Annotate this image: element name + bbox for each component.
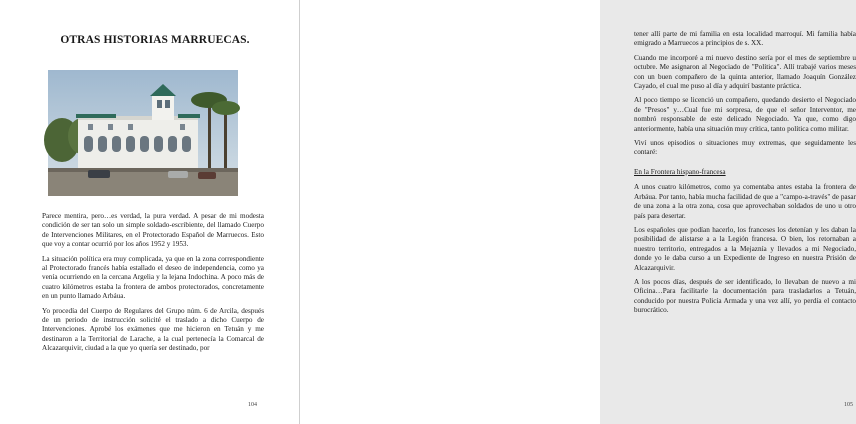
paragraph: La situación política era muy complicada, ya que en la zona correspondiente al Protectorado francés había estallado el deseo de independencia, como ya venía ocurriendo en la cercana Argelia y la lejana Indochina. A poco más de cuatro kilómetros estaba la frontera de ambos protectorados, concretamente en un punto llamado Arbáua.: [42, 254, 264, 301]
page-number: 105: [844, 402, 853, 408]
building-photo: [48, 70, 238, 196]
chapter-title: OTRAS HISTORIAS MARRUECAS.: [60, 34, 250, 46]
paragraph: Yo procedía del Cuerpo de Regulares del Grupo núm. 6 de Arcila, después de un periodo de instrucción solicité el traslado a dicho Cuerpo de Intervenciones. Aprobé los exámenes que me hicieron en Tetuán y me destinaron a la Territorial de Larache, a la cual pertenecía la Comarcal de Alcazarquivir, ciudad a la que yo quería ser destinado, por: [42, 306, 264, 353]
paragraph: Cuando me incorporé a mi nuevo destino sería por el mes de septiembre u octubre. Me asignaron al Negociado de "Política". Allí trabajé varios meses con un buen compañero de la quinta anterior, llamado Joaquín González Cayado, el cual me puso al día y adquirí bastante práctica.: [634, 53, 856, 91]
paragraph: Al poco tiempo se licenció un compañero, quedando desierto el Negociado de "Presos" y…Cual fue mi sorpresa, de que el señor Interventor, me nombró responsable de este delicado Negociado. Ya que, como digo anteriormente, había una situación muy crítica, tanto política como militar.: [634, 96, 856, 133]
paragraph: Parece mentira, pero…es verdad, la pura verdad. A pesar de mi modesta condición de ser tan solo un simple soldado-escribiente, del llamado Cuerpo de Intervenciones Militares, en el Protectorado Español de Marruecos. Esto que voy a contar ocurrió por los años 1952 y 1953.: [42, 212, 264, 249]
left-text-column: [42, 212, 264, 359]
right-text-column: [634, 30, 856, 321]
paragraph: Los españoles que podían hacerlo, los franceses los detenían y les daban la posibilidad de alistarse a a la Legión francesa. O bien, los retornaban a nuestro territorio, entregados a la Mejaznía y llevados a mi Negociado, donde yo le daba curso a un Expediente de Ingreso en nuestra Prisión de Alcazarquivir.: [634, 225, 856, 272]
paragraph: Viví unos episodios o situaciones muy extremas, que seguidamente les contaré:: [634, 139, 856, 157]
page-number: 104: [248, 402, 257, 408]
right-page: [300, 0, 856, 424]
paragraph: A unos cuatro kilómetros, como ya comentaba antes estaba la frontera de Arbáua. Por tanto, había mucha facilidad de que a "campo-a-través" de pasar de una zona a la otra zona, cosa que aprovechaban soldados de uno u otro país para desertar.: [634, 183, 856, 220]
section-heading: En la Frontera hispano-francesa: [634, 167, 726, 176]
paragraph: A los pocos días, después de ser identificado, lo llevaban de nuevo a mi Oficina…Para facilitarle la documentación para trasladarlos a Tetuán, conducido por nuestra Policía Armada y una vez allí, yo perdía el contacto burocrático.: [634, 277, 856, 315]
left-page: [0, 0, 300, 424]
paragraph: tener allí parte de mi familia en esta localidad marroquí. Mi familia había emigrado a Marruecos a principios de s. XX.: [634, 30, 856, 48]
